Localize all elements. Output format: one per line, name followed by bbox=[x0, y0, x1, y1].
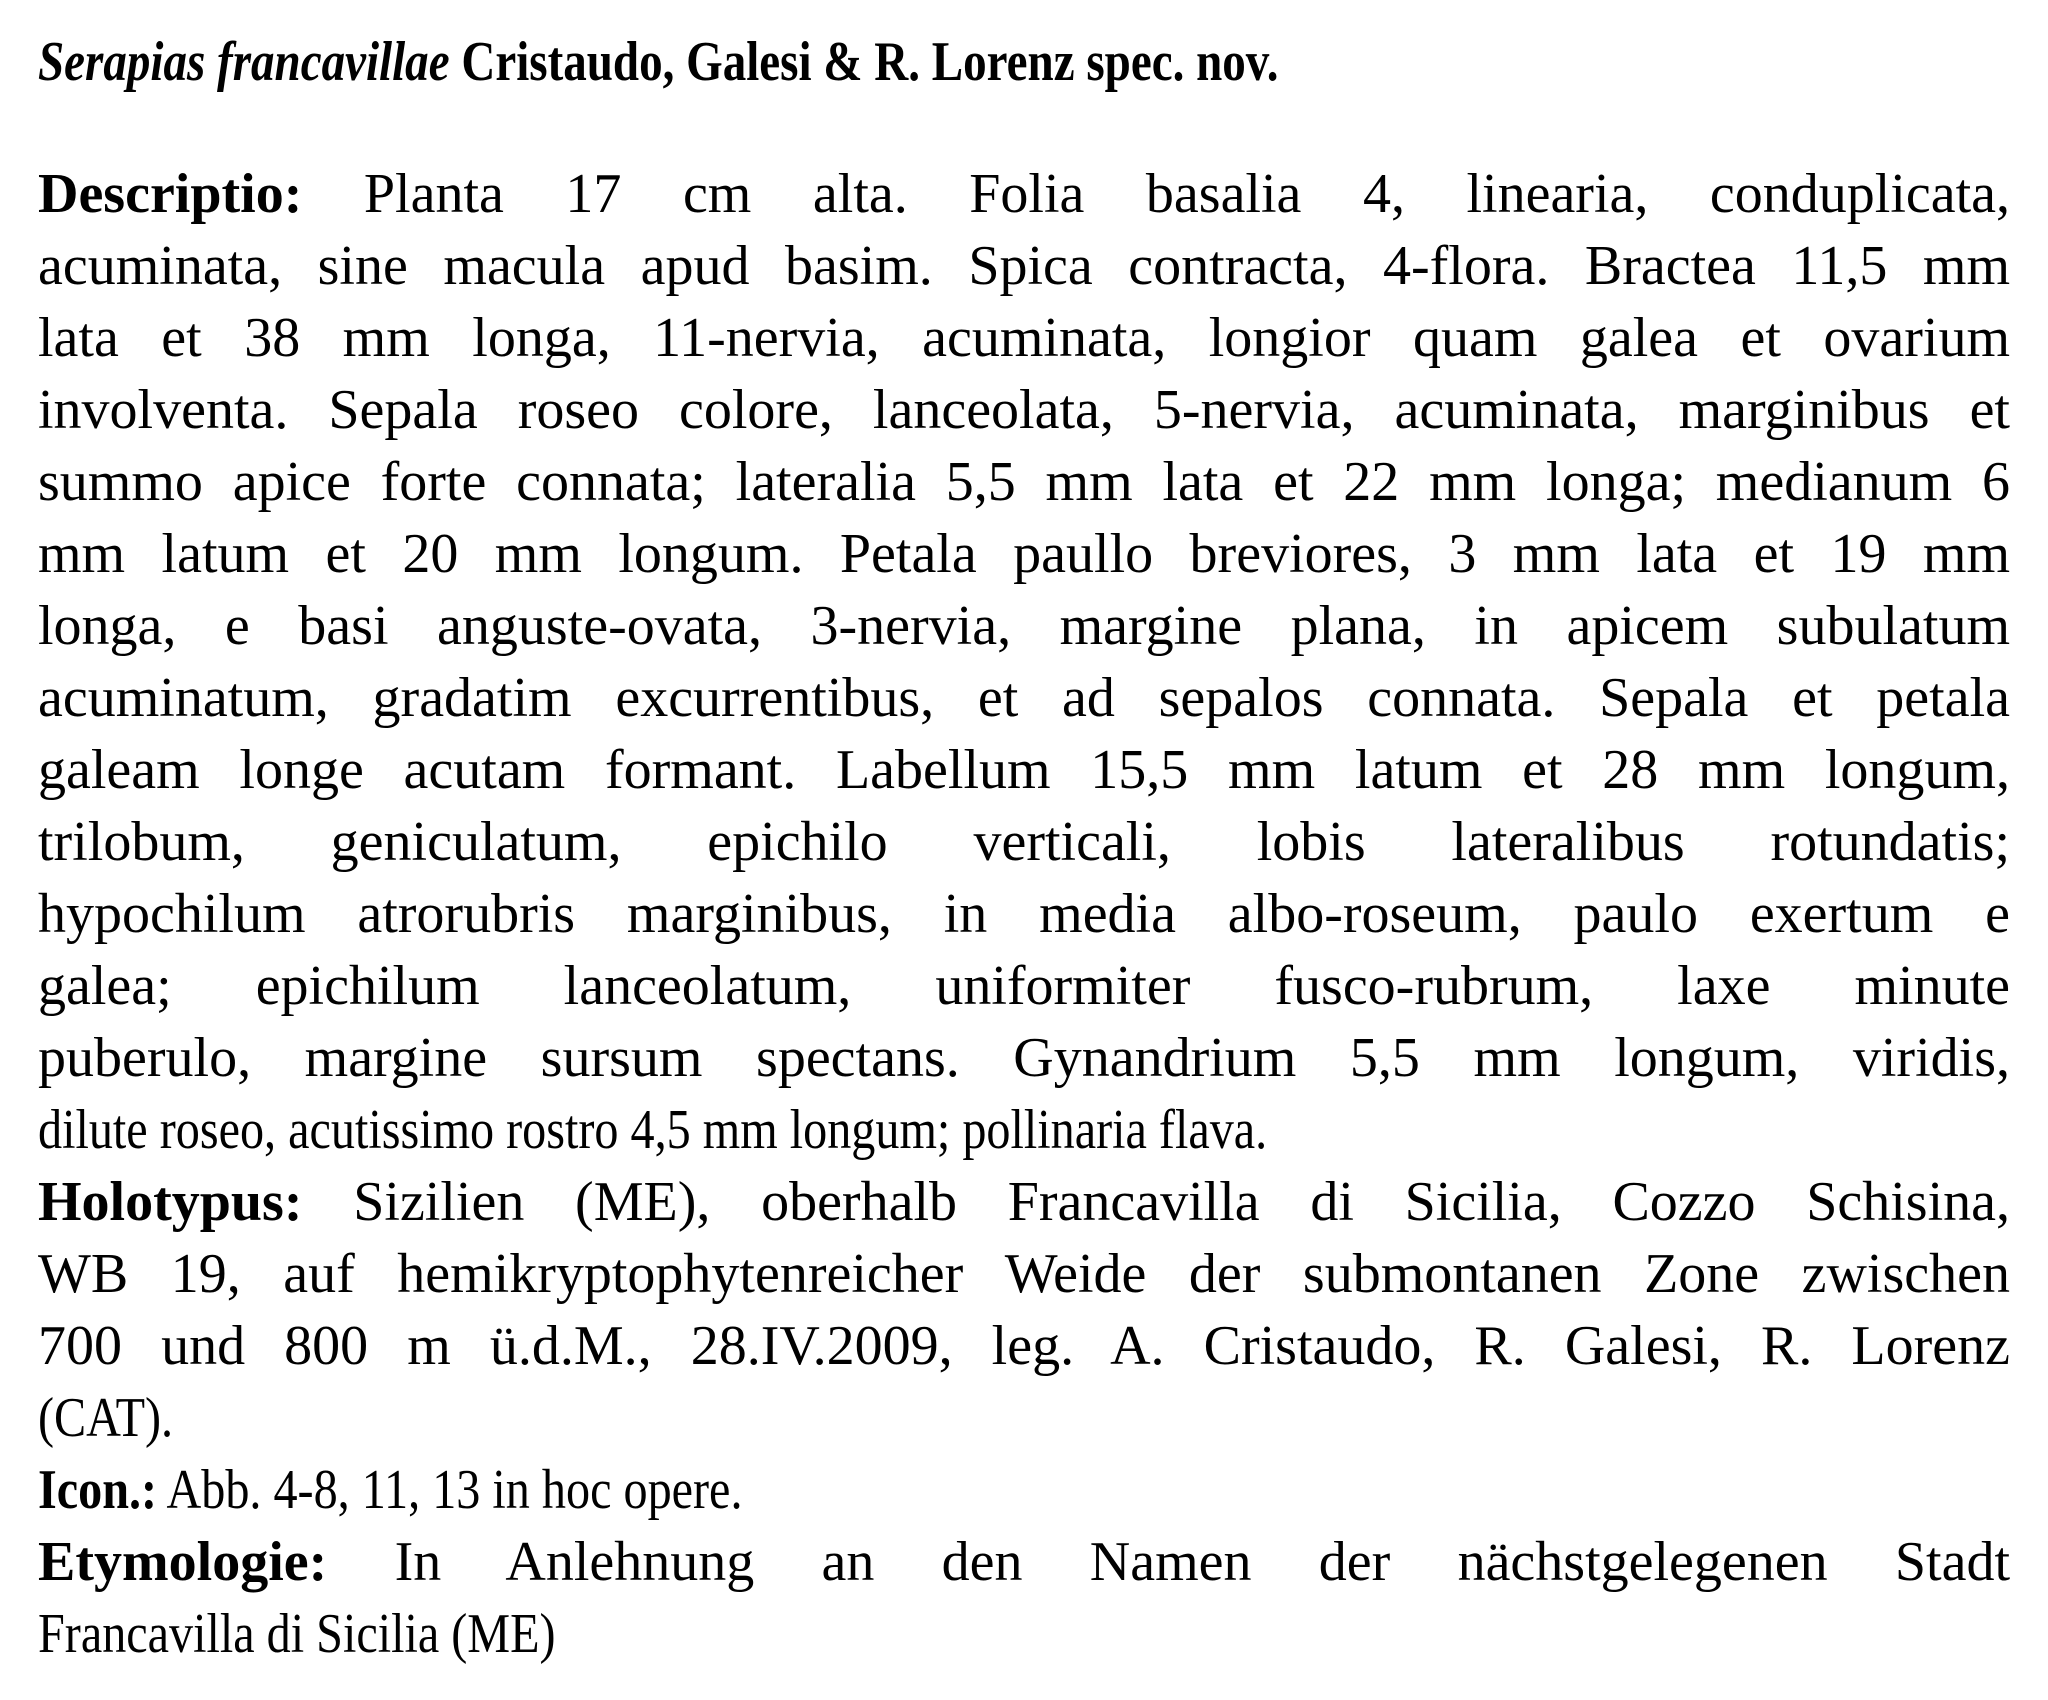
etymologie-text: In Anlehnung an den Namen der nächstgelegenen Stadt bbox=[394, 1531, 2011, 1593]
descriptio-text: mm latum et 20 mm longum. Petala paullo breviores, 3 mm lata et 19 mm bbox=[38, 523, 2010, 585]
holotypus-line bbox=[38, 1382, 2010, 1454]
icon-text: Abb. 4-8, 11, 13 in hoc opere. bbox=[166, 1459, 743, 1521]
descriptio-text: longa, e basi anguste-ovata, 3-nervia, margine plana, in apicem subulatum bbox=[38, 595, 2010, 657]
holotypus-text: 700 und 800 m ü.d.M., 28.IV.2009, leg. A. Cristaudo, R. Galesi, R. Lorenz bbox=[38, 1315, 2010, 1377]
descriptio-line bbox=[38, 806, 2010, 878]
descriptio-line bbox=[38, 446, 2010, 518]
etymologie-line bbox=[38, 1598, 2010, 1670]
descriptio-text: hypochilum atrorubris marginibus, in media albo-roseum, paulo exertum e bbox=[38, 883, 2010, 945]
icon-line bbox=[38, 1454, 2010, 1526]
descriptio-text: lata et 38 mm longa, 11-nervia, acuminata, longior quam galea et ovarium bbox=[38, 307, 2010, 369]
holotypus-line bbox=[38, 1310, 2010, 1382]
holotypus-line bbox=[38, 1238, 2010, 1310]
descriptio-line bbox=[38, 878, 2010, 950]
descriptio-label: Descriptio: bbox=[38, 163, 303, 225]
descriptio-line bbox=[38, 518, 2010, 590]
holotypus-label: Holotypus: bbox=[38, 1171, 303, 1233]
descriptio-text: involventa. Sepala roseo colore, lanceolata, 5-nervia, acuminata, marginibus et bbox=[38, 379, 2010, 441]
icon-label: Icon.: bbox=[38, 1459, 158, 1521]
species-title bbox=[38, 26, 2010, 98]
descriptio-line bbox=[38, 1022, 2010, 1094]
descriptio-line bbox=[38, 590, 2010, 662]
descriptio-line bbox=[38, 230, 2010, 302]
descriptio-text: Planta 17 cm alta. Folia basalia 4, linearia, conduplicata, bbox=[363, 163, 2011, 225]
descriptio-text: acuminata, sine macula apud basim. Spica contracta, 4-flora. Bractea 11,5 mm bbox=[38, 235, 2010, 297]
descriptio-line bbox=[38, 950, 2010, 1022]
holotypus-text: (CAT). bbox=[38, 1387, 174, 1449]
holotypus-text: WB 19, auf hemikryptophytenreicher Weide der submontanen Zone zwischen bbox=[38, 1243, 2010, 1305]
holotypus-line bbox=[38, 1166, 2010, 1238]
holotypus-text: Sizilien (ME), oberhalb Francavilla di Sicilia, Cozzo Schisina, bbox=[353, 1171, 2011, 1233]
descriptio-text: acuminatum, gradatim excurrentibus, et ad sepalos connata. Sepala et petala bbox=[38, 667, 2010, 729]
descriptio-text: dilute roseo, acutissimo rostro 4,5 mm longum; pollinaria flava. bbox=[38, 1099, 1268, 1161]
descriptio-text: summo apice forte connata; lateralia 5,5 mm lata et 22 mm longa; medianum 6 bbox=[38, 451, 2010, 513]
descriptio-text: trilobum, geniculatum, epichilo verticali, lobis lateralibus rotundatis; bbox=[38, 811, 2010, 873]
descriptio-line bbox=[38, 734, 2010, 806]
descriptio-text: galea; epichilum lanceolatum, uniformiter fusco-rubrum, laxe minute bbox=[38, 955, 2010, 1017]
species-authors: Cristaudo, Galesi & R. Lorenz spec. nov. bbox=[461, 31, 1279, 93]
etymologie-line bbox=[38, 1526, 2010, 1598]
descriptio-text: puberulo, margine sursum spectans. Gynandrium 5,5 mm longum, viridis, bbox=[38, 1027, 2010, 1089]
descriptio-line bbox=[38, 302, 2010, 374]
descriptio-line bbox=[38, 158, 2010, 230]
descriptio-line bbox=[38, 662, 2010, 734]
descriptio-text: galeam longe acutam formant. Labellum 15,5 mm latum et 28 mm longum, bbox=[38, 739, 2010, 801]
etymologie-label: Etymologie: bbox=[38, 1531, 328, 1593]
descriptio-line bbox=[38, 374, 2010, 446]
descriptio-line bbox=[38, 1094, 2010, 1166]
species-name: Serapias francavillae bbox=[38, 31, 450, 93]
etymologie-text: Francavilla di Sicilia (ME) bbox=[38, 1603, 556, 1665]
